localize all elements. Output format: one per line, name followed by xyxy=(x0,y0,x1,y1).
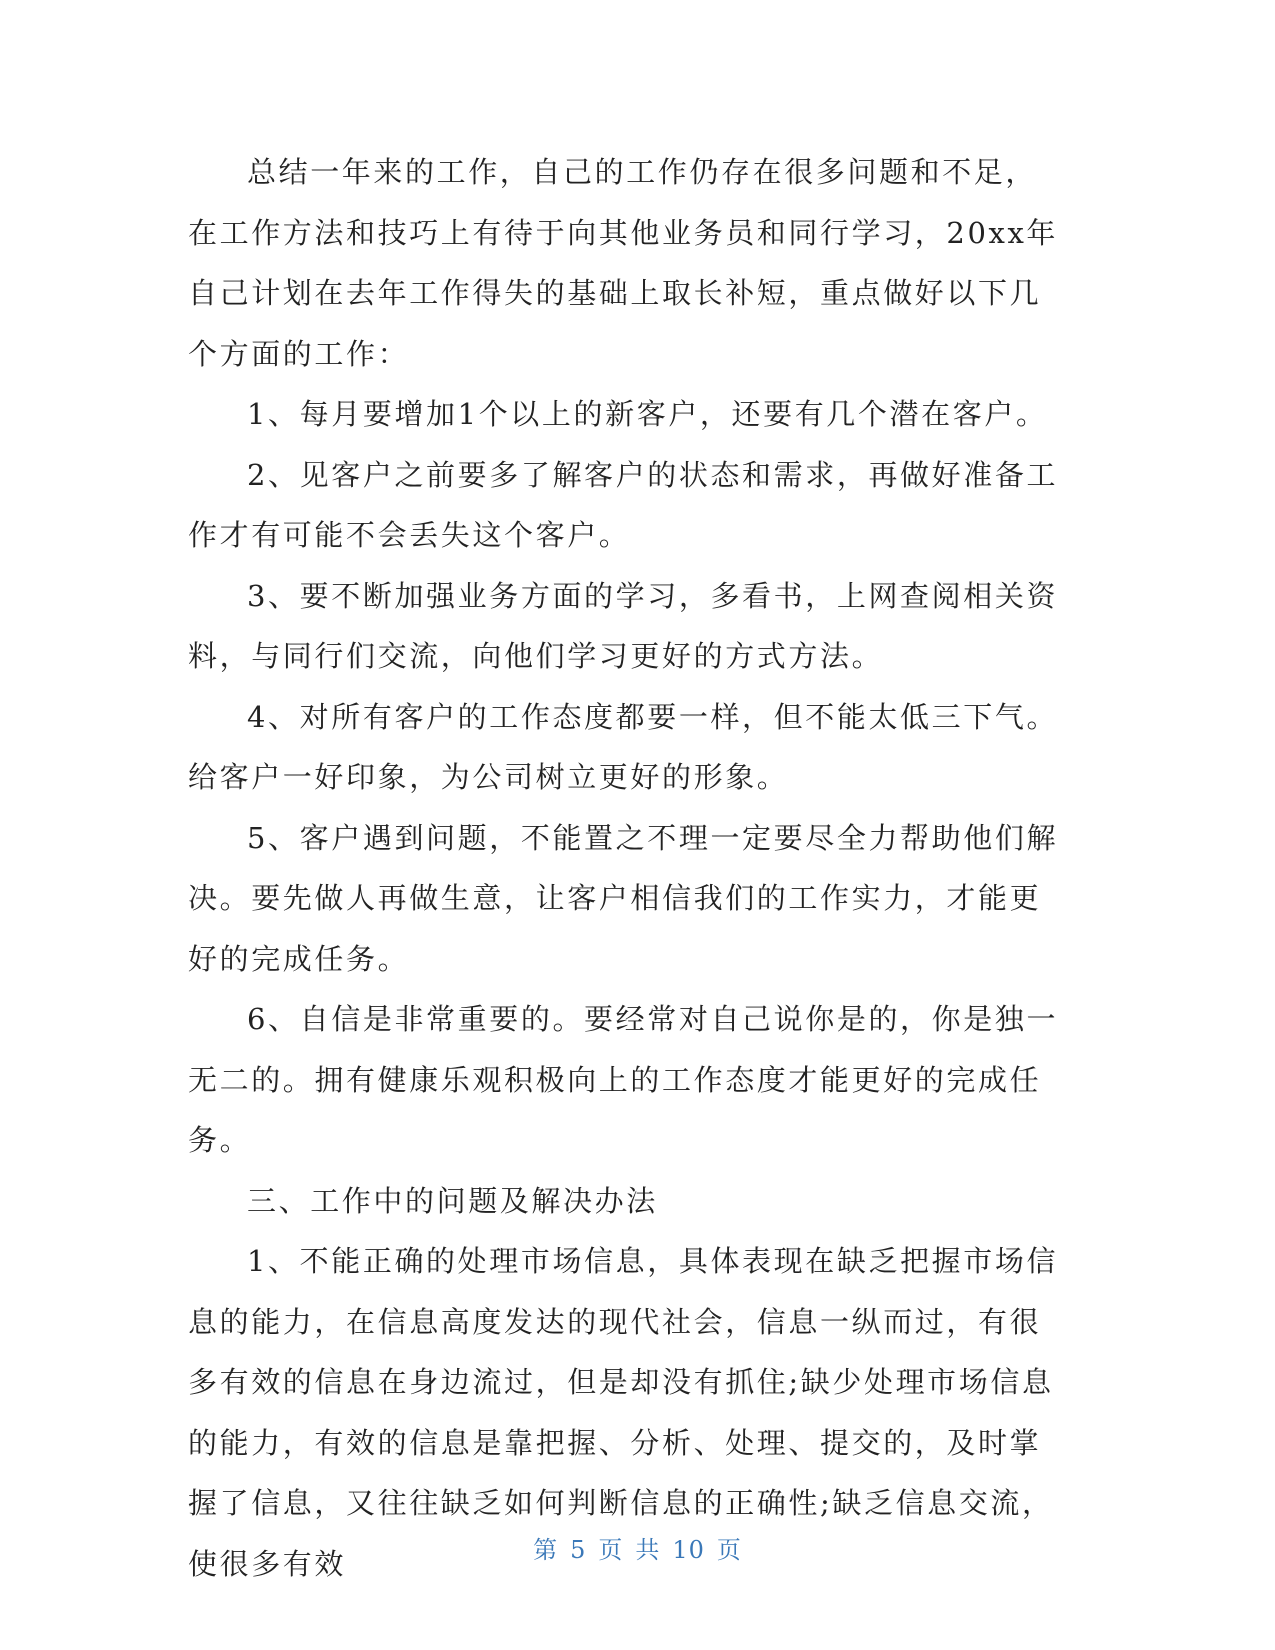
footer-suffix: 页 xyxy=(716,1536,742,1564)
paragraph-plan-item-3: 3、要不断加强业务方面的学习，多看书，上网查阅相关资料，与同行们交流，向他们学习更好的方式方法。 xyxy=(188,578,1059,673)
footer-prefix: 第 xyxy=(533,1536,559,1564)
section-heading-problems: 三、工作中的问题及解决办法 xyxy=(247,1183,658,1218)
paragraph-problem-item-1: 1、不能正确的处理市场信息，具体表现在缺乏把握市场信息的能力，在信息高度发达的现代社会，信息一纵而过，有很多有效的信息在身边流过，但是却没有抓住;缺少处理市场信息的能力，有效的信息是靠把握、分析、处理、提交的，及时掌握了信息，又往往缺乏如何判断信息的正确性;缺乏信息交流，使很多有效 xyxy=(188,1244,1059,1581)
page-footer xyxy=(0,1530,1275,1565)
paragraph-work-plan-intro: 总结一年来的工作，自己的工作仍存在很多问题和不足，在工作方法和技巧上有待于向其他业务员和同行学习，20xx年自己计划在去年工作得失的基础上取长补短，重点做好以下几个方面的工作： xyxy=(188,155,1059,371)
footer-total-word: 共 xyxy=(635,1536,661,1564)
paragraph-plan-item-6: 6、自信是非常重要的。要经常对自己说你是的，你是独一无二的。拥有健康乐观积极向上的工作态度才能更好的完成任务。 xyxy=(188,1002,1059,1157)
paragraph-plan-item-2: 2、见客户之前要多了解客户的状态和需求，再做好准备工作才有可能不会丢失这个客户。 xyxy=(188,457,1059,552)
paragraph-plan-item-5: 5、客户遇到问题，不能置之不理一定要尽全力帮助他们解决。要先做人再做生意，让客户相信我们的工作实力，才能更好的完成任务。 xyxy=(188,820,1059,976)
paragraph-plan-item-1: 1、每月要增加1个以上的新客户，还要有几个潜在客户。 xyxy=(247,397,1048,431)
document-body xyxy=(188,142,1068,1594)
footer-current-page: 5 xyxy=(570,1536,587,1564)
paragraph-plan-item-4: 4、对所有客户的工作态度都要一样，但不能太低三下气。给客户一好印象，为公司树立更好的形象。 xyxy=(188,699,1059,794)
footer-page-word: 页 xyxy=(598,1536,624,1564)
footer-total-pages: 10 xyxy=(672,1536,705,1564)
